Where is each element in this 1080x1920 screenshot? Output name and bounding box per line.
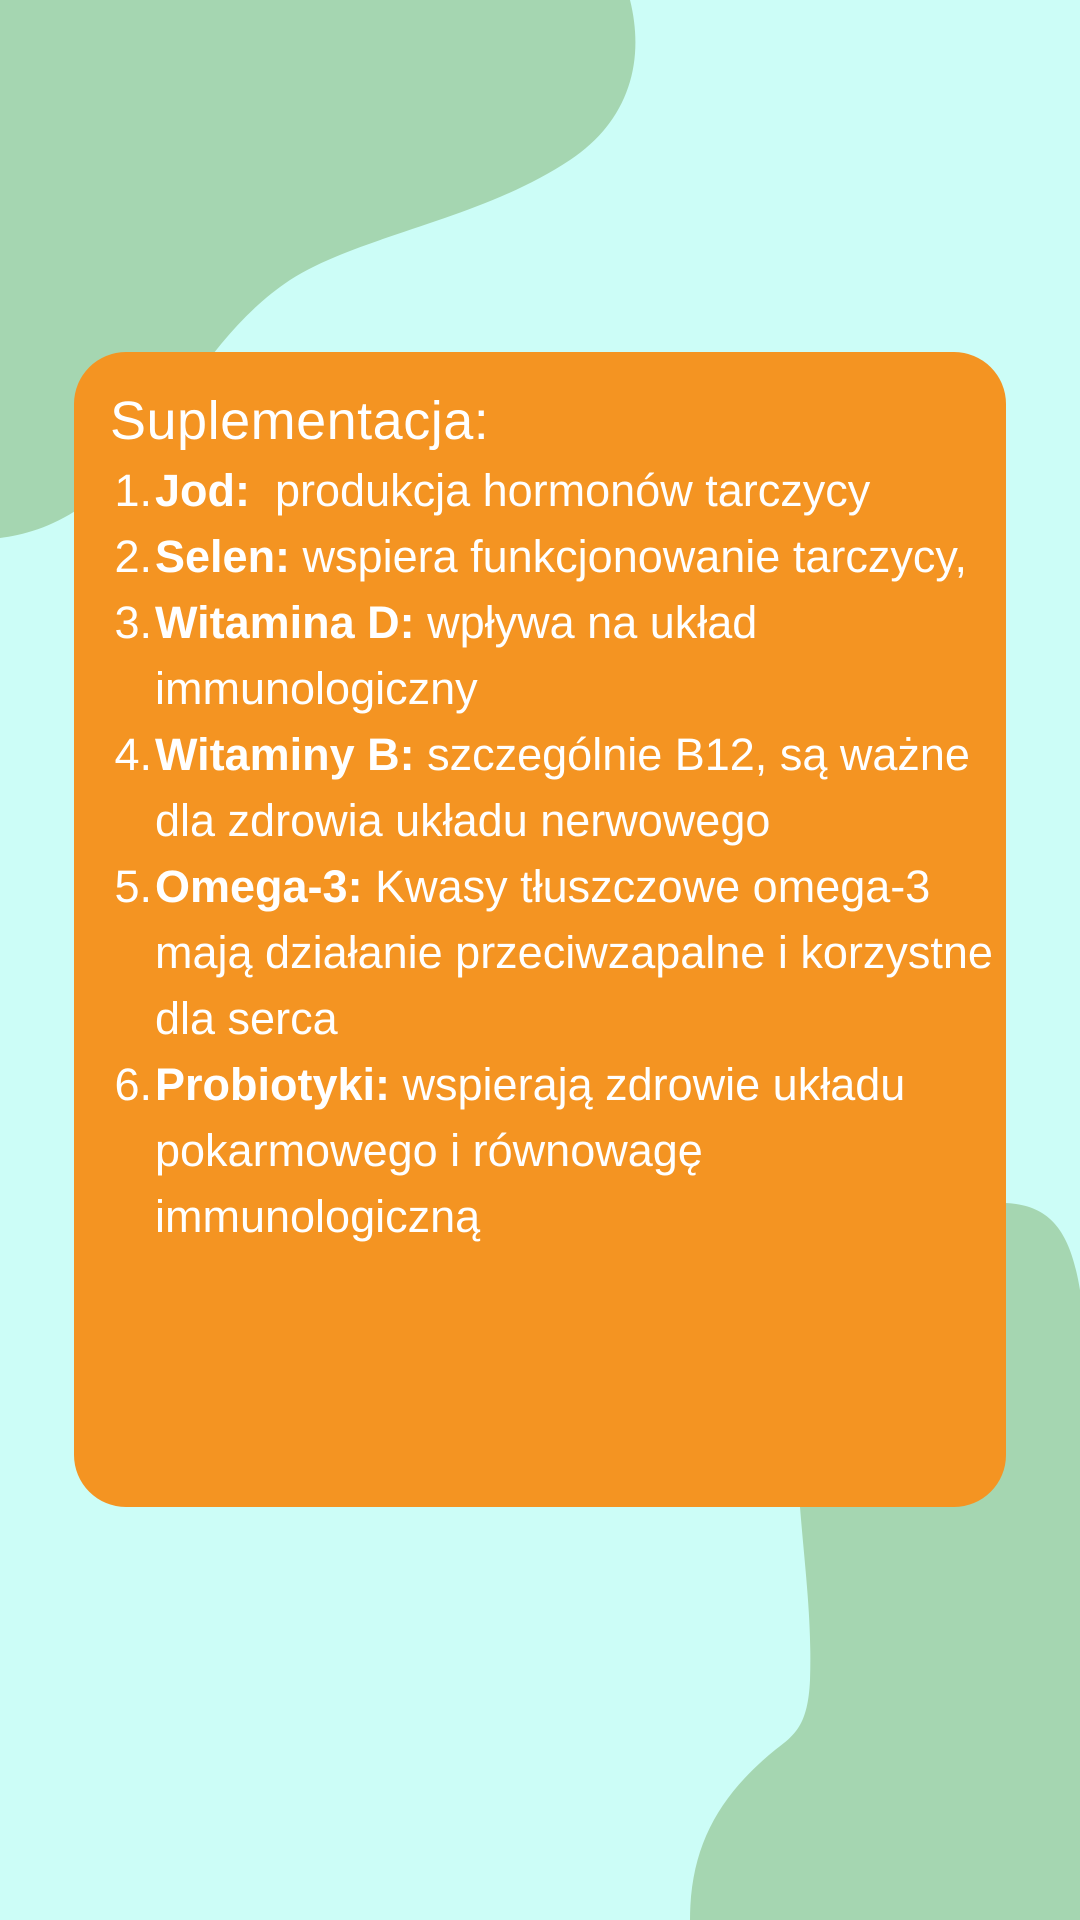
list-item (110, 524, 1006, 590)
item-description: wspiera funkcjonowanie tarczycy, (290, 531, 968, 582)
item-number: 4. (114, 729, 152, 780)
item-number: 2. (114, 531, 152, 582)
supplementation-card (74, 352, 1006, 1507)
list-item (110, 722, 1006, 854)
item-number: 3. (114, 597, 152, 648)
item-number: 1. (114, 465, 152, 516)
item-description: szczególnie B12, są ważne dla zdrowia układu nerwowego (155, 729, 970, 846)
item-name: Selen: (155, 531, 291, 582)
item-name: Omega-3: (155, 861, 363, 912)
item-description: wpływa na układ immunologiczny (155, 597, 758, 714)
item-number: 6. (114, 1059, 152, 1110)
item-name: Probiotyki: (155, 1059, 391, 1110)
list-item (110, 590, 1006, 722)
list-item (110, 1052, 1006, 1250)
item-name: Jod: (155, 465, 250, 516)
item-description: wspierają zdrowie układu pokarmowego i równowagę immunologiczną (155, 1059, 906, 1242)
card-title: Suplementacja: (110, 391, 490, 451)
item-name: Witaminy B: (155, 729, 415, 780)
list-item (110, 854, 1006, 1052)
item-description: produkcja hormonów tarczycy (250, 465, 871, 516)
item-number: 5. (114, 861, 152, 912)
supplement-list (110, 458, 1006, 1250)
item-description: Kwasy tłuszczowe omega-3 mają działanie przeciwzapalne i korzystne dla serca (155, 861, 993, 1044)
list-item (110, 458, 1006, 524)
item-name: Witamina D: (155, 597, 415, 648)
